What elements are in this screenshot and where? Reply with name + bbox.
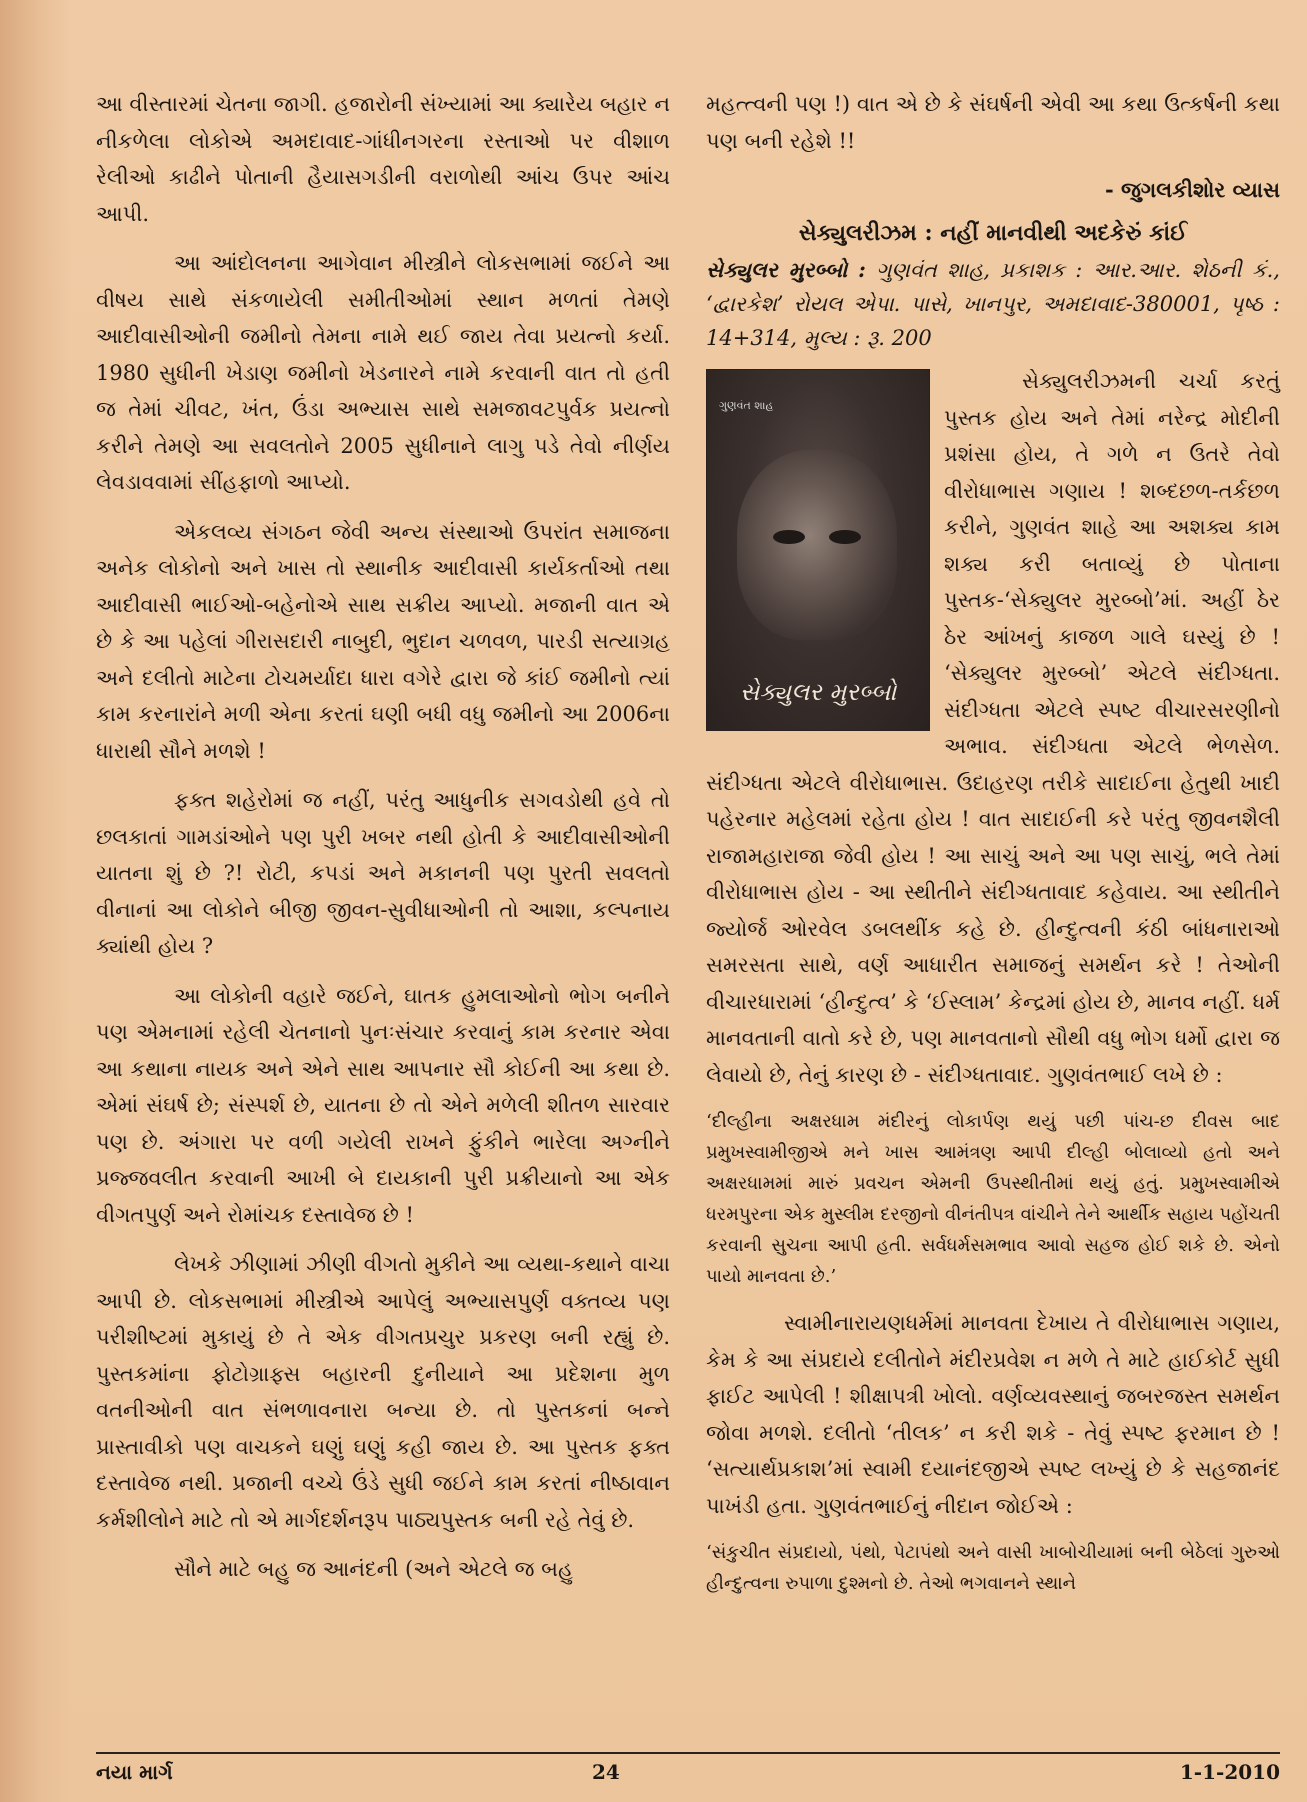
right-column — [706, 86, 1280, 1612]
page-footer — [96, 1752, 1280, 1784]
review-paragraph-1: સેક્યુલરીઝમની ચર્ચા કરતું પુસ્તક હોય અને તેમાં નરેન્દ્ર મોદીની પ્રશંસા હોય, તે ગળે ન ઉતરે તેવો વીરોધાભાસ ગણાય ! શબ્દછળ-તર્કછળ કરીને, ગુણવંત શાહે આ અશક્ય કામ શક્ય કરી બતાવ્યું છે પોતાના પુસ્તક-‘સેક્યુલર મુરબ્બો’માં. અહીં ઠેર ઠેર આંખનું કાજળ ગાલે ઘસ્યું છે ! ‘સેક્યુલર મુરબ્બો’ એટલે સંદીગ્ધતા. સંદીગ્ધતા એટલે સ્પષ્ટ વીચારસરણીનો અભાવ. સંદીગ્ધતા એટલે ભેળસેળ. સંદીગ્ધતા એટલે વીરોધાભાસ. ઉદાહરણ તરીકે સાદાઈના હેતુથી ખાદી પહેરનાર મહેલમાં રહેતા હોય ! વાત સાદાઈની કરે પરંતુ જીવનશૈલી રાજામહારાજા જેવી હોય ! આ સાચું અને આ પણ સાચું, ભલે તેમાં વીરોધાભાસ હોય - આ સ્થીતીને સંદીગ્ધતાવાદ કહેવાય. આ સ્થીતીને જ્યોર્જ ઓરવેલ ડબલથીંક કહે છે. હીન્દુત્વની કંઠી બાંધનારાઓ સમરસતા સાથે, વર્ણ આધારીત સમાજનું સમર્થન કરે ! તેઓની વીચારધારામાં ‘હીન્દુત્વ’ કે ‘ઈસ્લામ’ કેન્દ્રમાં હોય છે, માનવ નહીં. ધર્મ માનવતાની વાતો કરે છે, પણ માનવતાનો સૌથી વધુ ભોગ ધર્મો દ્વારા જ લેવાયો છે, તેનું કારણ છે - સંદીગ્ધતાવાદ. ગુણવંતભાઈ લખે છે : — [706, 369, 1280, 1087]
left-paragraph-6: લેખકે ઝીણામાં ઝીણી વીગતો મુકીને આ વ્યથા-કથાને વાચા આપી છે. લોકસભામાં મીસ્ત્રીએ આપેલું અભ્યાસપુર્ણ વક્તવ્ય પણ પરીશીષ્ટમાં મુકાયું છે તે એક વીગતપ્રચુર પ્રકરણ બની રહ્યું છે. પુસ્તકમાંના ફોટોગ્રાફ્સ બહારની દુનીયાને આ પ્રદેશના મુળ વતનીઓની વાત સંભળાવનારા બન્યા છે. તો પુસ્તકનાં બન્ને પ્રાસ્તાવીકો પણ વાચકને ઘણું ઘણું કહી જાય છે. આ પુસ્તક ફક્ત દસ્તાવેજ નથી. પ્રજાની વચ્ચે ઉંડે સુધી જઈને કામ કરતાં નીષ્ઠાવાન કર્મશીલોને માટે તો એ માર્ગદર્શનરૂપ પાઠ્યપુસ્તક બની રહે તેવું છે. — [96, 1252, 670, 1532]
book-details: ગુણવંત શાહ, પ્રકાશક : આર.આર. શેઠની કં., ‘દ્વારકેશ’ રોયલ એપા. પાસે, ખાનપુર, અમદાવાદ-380001, પૃષ્ઠ : 14+314, મુલ્ય : રૂ. 200 — [706, 258, 1280, 350]
left-paragraph-5: આ લોકોની વહારે જઈને, ઘાતક હુમલાઓનો ભોગ બનીને પણ એમનામાં રહેલી ચેતનાનો પુનઃસંચાર કરવાનું કામ કરનાર એવા આ કથાના નાયક અને એને સાથ આપનાર સૌ કોઈની આ કથા છે. એમાં સંઘર્ષ છે; સંસ્પર્શ છે, યાતના છે તો એને મળેલી શીતળ સારવાર પણ છે. અંગારા પર વળી ગયેલી રાખને ફુંકીને ભારેલા અગ્નીને પ્રજ્જવલીત કરવાની આખી બે દાયકાની પુરી પ્રક્રીયાનો આ એક વીગતપુર્ણ અને રોમાંચક દસ્તાવેજ છે ! — [96, 983, 670, 1227]
review-heading: સેક્યુલરીઝમ : નહીં માનવીથી અદકેરું કાંઈ — [798, 219, 1188, 246]
cover-author: ગુણવંત શાહ — [719, 399, 774, 412]
cover-eye-left — [773, 530, 805, 544]
cover-face-illustration — [737, 450, 897, 640]
footer-page-number: 24 — [592, 1760, 620, 1784]
book-cover-image — [706, 369, 930, 731]
book-title: સેક્યુલર મુરબ્બો : — [706, 257, 866, 282]
left-paragraph-4: ફક્ત શહેરોમાં જ નહીં, પરંતુ આધુનીક સગવડોથી હવે તો છલકાતાં ગામડાંઓને પણ પુરી ખબર નથી હોતી કે આદીવાસીઓની યાતના શું છે ?! રોટી, કપડાં અને મકાનની પણ પુરતી સવલતો વીનાનાં આ લોકોને બીજી જીવન-સુવીધાઓની તો આશા, કલ્પનાય ક્યાંથી હોય ? — [96, 788, 670, 958]
quote-2: ‘સંકુચીત સંપ્રદાયો, પંથો, પેટાપંથો અને વાસી ખાબોચીયામાં બની બેઠેલાં ગુરુઓ હીન્દુત્વના રુપાળા દુશ્મનો છે. તેઓ ભગવાનને સ્થાને — [706, 1542, 1280, 1594]
left-paragraph-7: સૌને માટે બહુ જ આનંદની (અને એટલે જ બહુ — [174, 1557, 573, 1581]
left-paragraph-2: આ આંદોલનના આગેવાન મીસ્ત્રીને લોકસભામાં જઈને આ વીષય સાથે સંકળાયેલી સમીતીઓમાં સ્થાન મળતાં તેમણે આદીવાસીઓની જમીનો તેમના નામે થઈ જાય તેવા પ્રયત્નો કર્યા. 1980 સુધીની ખેડાણ જમીનો ખેડનારને નામે કરવાની વાત તો હતી જ તેમાં ચીવટ, ખંત, ઉંડા અભ્યાસ સાથે સમજાવટપુર્વક પ્રયત્નો કરીને તેમણે આ સવલતોને 2005 સુધીનાને લાગુ પડે તેવો નીર્ણય લેવડાવવામાં સીંહફાળો આપ્યો. — [96, 251, 670, 494]
review-paragraph-2: સ્વામીનારાયણધર્મમાં માનવતા દેખાય તે વીરોધાભાસ ગણાય, કેમ કે આ સંપ્રદાયે દલીતોને મંદીરપ્રવેશ ન મળે તે માટે હાઈકોર્ટ સુધી ફાઈટ આપેલી ! શીક્ષાપત્રી ખોલો. વર્ણવ્યવસ્થાનું જબરજસ્ત સમર્થન જોવા મળશે. દલીતો ‘તીલક’ ન કરી શકે - તેવું સ્પષ્ટ ફરમાન છે ! ‘સત્યાર્થપ્રકાશ’માં સ્વામી દયાનંદજીએ સ્પષ્ટ લખ્યું છે કે સહજાનંદ પાખંડી હતા. ગુણવંતભાઈનું નીદાન જોઈએ : — [706, 1311, 1280, 1518]
left-paragraph-3: એકલવ્ય સંગઠન જેવી અન્ય સંસ્થાઓ ઉપરાંત સમાજના અનેક લોકોનો અને ખાસ તો સ્થાનીક આદીવાસી કાર્યકર્તાઓ તથા આદીવાસી ભાઈઓ-બહેનોએ સાથ સક્રીય આપ્યો. મજાની વાત એ છે કે આ પહેલાં ગીરાસદારી નાબુદી, ભુદાન ચળવળ, પારડી સત્યાગ્રહ અને દલીતો માટેના ટોચમર્યાદા ધારા વગેરે દ્વારા જે કાંઈ જમીનો ત્યાં કામ કરનારાંને મળી એના કરતાં ઘણી બધી વધુ જમીનો આ 2006ના ધારાથી સૌને મળશે ! — [96, 519, 670, 763]
cover-title: સેક્યુલર મુરબ્બો — [739, 677, 897, 706]
footer-date: 1-1-2010 — [1179, 1760, 1280, 1784]
author-byline: - જુગલકીશોર વ્યાસ — [1105, 177, 1280, 202]
page-edge-shadow — [0, 0, 70, 1802]
left-column — [96, 86, 670, 1601]
right-continuation: મહત્ત્વની પણ !) વાત એ છે કે સંઘર્ષની એવી આ કથા ઉત્કર્ષની કથા પણ બની રહેશે !! — [706, 92, 1280, 153]
book-info — [706, 253, 1280, 355]
footer-magazine-name: નયા માર્ગ — [96, 1760, 173, 1784]
quote-1: ‘દીલ્હીના અક્ષરધામ મંદીરનું લોકાર્પણ થયું પછી પાંચ-છ દીવસ બાદ પ્રમુખસ્વામીજીએ મને ખાસ આમંત્રણ આપી દીલ્હી બોલાવ્યો હતો અને અક્ષરધામમાં મારું પ્રવચન એમની ઉપસ્થીતીમાં થયું હતું. પ્રમુખસ્વામીએ ધરમપુરના એક મુસ્લીમ દરજીનો વીનંતીપત્ર વાંચીને તેને આર્થીક સહાય પહોંચતી કરવાની સુચના આપી હતી. સર્વધર્મસમભાવ આવો સહજ હોઈ શકે છે. એનો પાયો માનવતા છે.’ — [706, 1111, 1280, 1287]
left-paragraph-1: આ વીસ્તારમાં ચેતના જાગી. હજારોની સંખ્યામાં આ ક્યારેય બહાર ન નીકળેલા લોકોએ અમદાવાદ-ગાંધીનગરના રસ્તાઓ પર વીશાળ રેલીઓ કાઢીને પોતાની હૈયાસગડીની વરાળોથી આંચ ઉપર આંચ આપી. — [96, 92, 670, 226]
cover-eye-right — [829, 530, 861, 544]
